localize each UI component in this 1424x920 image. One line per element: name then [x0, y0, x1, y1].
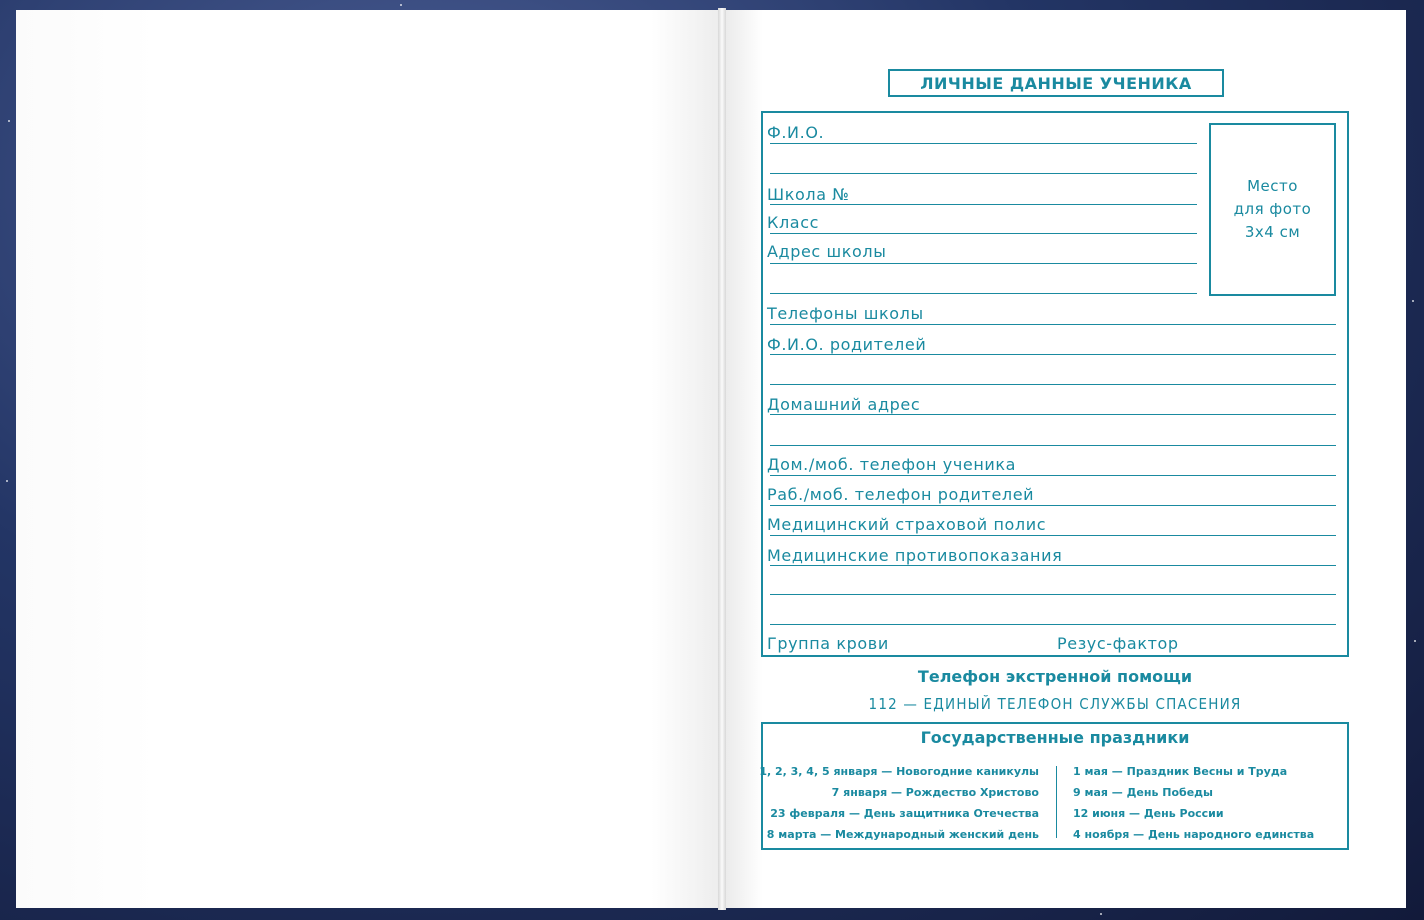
holiday-item: 23 февраля — День защитника Отечества — [770, 807, 1039, 820]
field-label-class: Класс — [767, 213, 819, 232]
star-decoration — [1100, 913, 1102, 915]
field-label-rh-factor: Резус-фактор — [1057, 634, 1179, 653]
field-label-school: Школа № — [767, 185, 850, 204]
photo-placeholder — [1209, 123, 1336, 296]
field-label-insurance: Медицинский страховой полис — [767, 515, 1047, 534]
field-label-fio: Ф.И.О. — [767, 123, 825, 142]
school-phones-line[interactable] — [770, 324, 1336, 325]
field-label-contraindications: Медицинские противопоказания — [767, 546, 1063, 565]
home-address-line-2[interactable] — [770, 445, 1336, 446]
school-line[interactable] — [770, 204, 1197, 205]
emergency-text: 112 — ЕДИНЫЙ ТЕЛЕФОН СЛУЖБЫ СПАСЕНИЯ — [868, 695, 1242, 713]
contraindications-line[interactable] — [770, 565, 1336, 566]
photo-label-line2: для фото — [1233, 200, 1312, 218]
insurance-line[interactable] — [770, 535, 1336, 536]
holiday-item: 12 июня — День России — [1073, 807, 1224, 820]
class-line[interactable] — [770, 233, 1197, 234]
contraindications-line-2[interactable] — [770, 594, 1336, 595]
holidays-title: Государственные праздники — [920, 728, 1190, 747]
holiday-item: 4 ноября — День народного единства — [1073, 828, 1315, 841]
parents-fio-line[interactable] — [770, 354, 1336, 355]
holidays-right-list — [1073, 761, 1314, 845]
field-label-parents-fio: Ф.И.О. родителей — [767, 335, 927, 354]
school-address-line[interactable] — [770, 263, 1197, 264]
star-decoration — [8, 120, 10, 122]
holiday-item: 7 января — Рождество Христово — [831, 786, 1039, 799]
holiday-item: 9 мая — День Победы — [1073, 786, 1213, 799]
field-label-parents-phone: Раб./моб. телефон родителей — [767, 485, 1035, 504]
holiday-item: 1, 2, 3, 4, 5 января — Новогодние каникулы — [759, 765, 1039, 778]
student-phone-line[interactable] — [770, 475, 1336, 476]
left-page — [16, 10, 722, 908]
star-decoration — [1412, 300, 1414, 302]
star-decoration — [1414, 640, 1416, 642]
holiday-item: 8 марта — Международный женский день — [766, 828, 1039, 841]
field-label-school-address: Адрес школы — [767, 242, 887, 261]
fio-line-2[interactable] — [770, 173, 1197, 174]
notebook-spine — [718, 8, 726, 910]
home-address-line[interactable] — [770, 414, 1336, 415]
holidays-left-list — [759, 761, 1039, 845]
fio-line[interactable] — [770, 143, 1197, 144]
parents-fio-line-2[interactable] — [770, 384, 1336, 385]
photo-label-line1: Место — [1247, 177, 1298, 195]
parents-phone-line[interactable] — [770, 505, 1336, 506]
star-decoration — [6, 480, 8, 482]
field-label-school-phones: Телефоны школы — [767, 304, 924, 323]
page-title: ЛИЧНЫЕ ДАННЫЕ УЧЕНИКА — [888, 69, 1224, 97]
school-address-line-2[interactable] — [770, 293, 1197, 294]
field-label-home-address: Домашний адрес — [767, 395, 921, 414]
emergency-title: Телефон экстренной помощи — [917, 667, 1193, 686]
star-decoration — [400, 4, 402, 6]
field-label-blood-group: Группа крови — [767, 634, 889, 653]
contraindications-line-3[interactable] — [770, 624, 1336, 625]
holiday-item: 1 мая — Праздник Весны и Труда — [1073, 765, 1288, 778]
holidays-divider — [1056, 766, 1057, 838]
field-label-student-phone: Дом./моб. телефон ученика — [767, 455, 1017, 474]
photo-label-line3: 3x4 см — [1244, 223, 1301, 241]
